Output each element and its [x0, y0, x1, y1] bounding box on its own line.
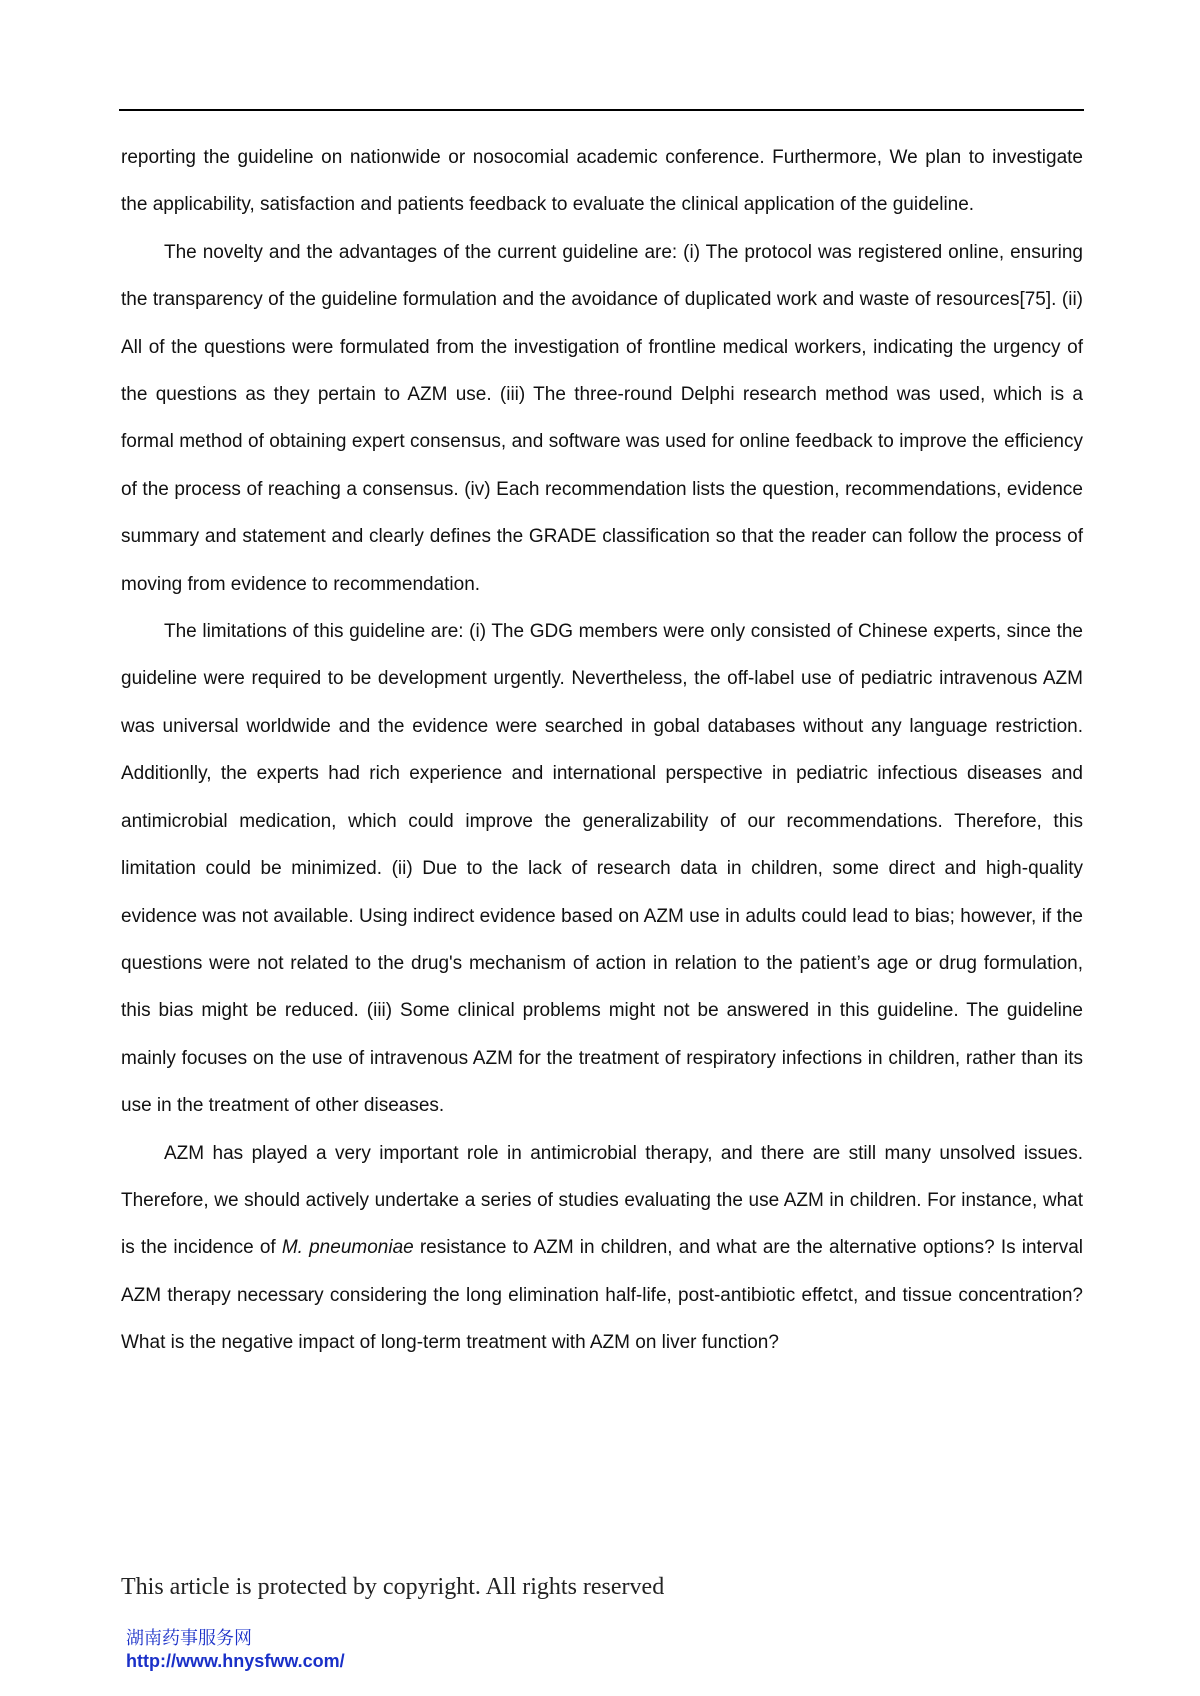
watermark	[126, 1628, 345, 1672]
watermark-url-link[interactable]: http://www.hnysfww.com/	[126, 1651, 345, 1671]
paragraph-text: AZM has played a very important role in antimicrobial therapy, and there are still many unsolved issues. Therefore, we should actively undertake a series of studies evaluating the use AZM in children. For instance, what is the incidence of	[121, 1142, 1083, 1259]
paragraph-novelty-advantages	[121, 229, 1083, 608]
paragraph-text: The novelty and the advantages of the current guideline are: (i) The protocol was registered online, ensuring the transparency of the guideline formulation and the avoidance of duplicated work and waste of resources[75]. (ii) All of the questions were formulated from the investigation of frontline medical workers, indicating the urgency of the questions as they pertain to AZM use. (iii) The three-round Delphi research method was used, which is a formal method of obtaining expert consensus, and software was used for online feedback to improve the efficiency of the process of reaching a consensus. (iv) Each recommendation lists the question, recommendations, evidence summary and statement and clearly defines the GRADE classification so that the reader can follow the process of moving from evidence to recommendation.	[121, 241, 1083, 595]
paragraph-reporting-plan	[121, 134, 1083, 229]
paragraph-future-research	[121, 1130, 1083, 1367]
paragraph-text: resistance to AZM in children, and what are the alternative options? Is interval AZM therapy necessary considering the long elimination half-life, post-antibiotic effetct, and tissue concentration? What is the negative impact of long-term treatment with AZM on liver function?	[121, 1237, 1083, 1354]
article-body	[121, 134, 1083, 1367]
species-name-italic: M. pneumoniae	[281, 1237, 414, 1259]
paragraph-limitations	[121, 608, 1083, 1129]
copyright-notice: This article is protected by copyright. All rights reserved	[121, 1574, 665, 1600]
watermark-site-name: 湖南药事服务网	[126, 1628, 252, 1649]
paragraph-text: reporting the guideline on nationwide or nosocomial academic conference. Furthermore, We plan to investigate the applicability, satisfaction and patients feedback to evaluate the clinical application of the guideline.	[121, 147, 1083, 216]
header-rule	[119, 109, 1084, 111]
paragraph-text: The limitations of this guideline are: (i) The GDG members were only consisted of Chinese experts, since the guideline were required to be development urgently. Nevertheless, the off-label use of pediatric intravenous AZM was universal worldwide and the evidence were searched in gobal databases without any language restriction. Additionlly, the experts had rich experience and international perspective in pediatric infectious diseases and antimicrobial medication, which could improve the generalizability of our recommendations. Therefore, this limitation could be minimized. (ii) Due to the lack of research data in children, some direct and high-quality evidence was not available. Using indirect evidence based on AZM use in adults could lead to bias; however, if the questions were not related to the drug's mechanism of action in relation to the patient’s age or drug formulation, this bias might be reduced. (iii) Some clinical problems might not be answered in this guideline. The guideline mainly focuses on the use of intravenous AZM for the treatment of respiratory infections in children, rather than its use in the treatment of other diseases.	[121, 621, 1083, 1117]
